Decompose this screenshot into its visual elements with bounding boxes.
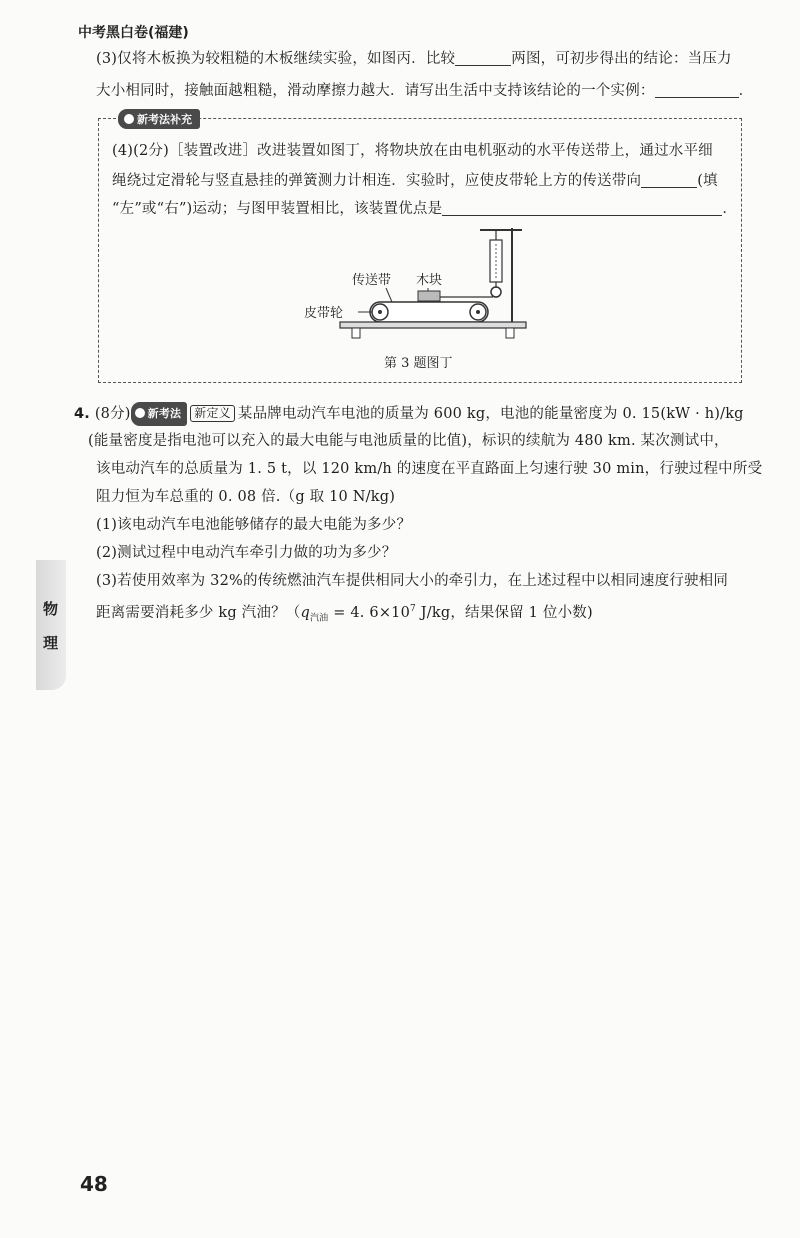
answer-blank-example[interactable]	[655, 81, 739, 98]
side-tab-char-2: 理	[43, 634, 59, 652]
subject-side-tab	[36, 560, 66, 690]
q4-part3-line1: (3)若使用效率为 32%的传统燃油汽车提供相同大小的牵引力，在上述过程中以相同速度行驶相同	[96, 573, 729, 589]
answer-blank-direction[interactable]	[641, 171, 697, 188]
axle-right	[476, 310, 480, 314]
heat-value-subscript: 汽油	[309, 613, 329, 624]
label-wheel: 皮带轮	[304, 306, 344, 321]
side-tab-char-1: 物	[43, 600, 59, 618]
running-header: 中考黑白卷(福建)	[78, 25, 189, 41]
axle-left	[378, 310, 382, 314]
pulley	[491, 287, 501, 297]
figure-caption: 第 3 题图丁	[384, 356, 453, 371]
bulb-icon	[124, 114, 134, 124]
q3-part3-line1	[96, 48, 732, 70]
q4-part1: (1)该电动汽车电池能够储存的最大电能为多少？	[96, 517, 412, 533]
q4-text: = 4. 6×10	[328, 604, 411, 621]
q3-text: 两图，可初步得出的结论：当压力	[511, 51, 732, 67]
leader-belt	[386, 288, 392, 302]
q4-line4: 阻力恒为车总重的 0. 08 倍.（g 取 10 N/kg)	[96, 489, 396, 505]
box-line1: (4)(2分)［装置改进］改进装置如图丁，将物块放在由电机驱动的水平传送带上，通过水平细	[112, 143, 713, 159]
q4-part3-line2	[96, 598, 593, 630]
q4-text: 距离需要消耗多少 kg 汽油？（	[96, 604, 301, 621]
label-block: 木块	[416, 273, 443, 288]
question-score: (8分)	[94, 406, 131, 422]
box-text: 绳绕过定滑轮与竖直悬挂的弹簧测力计相连．实验时，应使皮带轮上方的传送带向	[112, 173, 642, 189]
heat-value-symbol: q	[300, 604, 310, 621]
badge-label: 新考法补充	[137, 113, 192, 126]
answer-blank-compare[interactable]	[455, 49, 511, 66]
q4-text: 某品牌电动汽车电池的质量为 600 kg，电池的能量密度为 0. 15(kW · h)/kg	[237, 406, 744, 422]
box-text: (填	[697, 173, 718, 189]
base-leg-right	[506, 328, 514, 338]
exponent: 7	[410, 604, 416, 614]
base-leg-left	[352, 328, 360, 338]
label-belt: 传送带	[352, 273, 392, 288]
box-text: ．	[722, 201, 738, 217]
bulb-icon	[135, 408, 145, 418]
q4-part2: (2)测试过程中电动汽车牵引力做的功为多少？	[96, 545, 397, 561]
page-number: 48	[80, 1172, 108, 1196]
q4-text: J/kg，结果保留 1 位小数)	[415, 604, 593, 621]
answer-blank-advantage[interactable]	[442, 199, 722, 216]
q4-line3: 该电动汽车的总质量为 1. 5 t，以 120 km/h 的速度在平直路面上匀速行驶 30 min，行驶过程中所受	[96, 461, 763, 477]
q4-line2: (能量密度是指电池可以充入的最大电能与电池质量的比值)，标识的续航为 480 km. 某次测试中，	[88, 433, 729, 449]
q3-text: ．	[738, 83, 754, 99]
box-text: “左”或“右”)运动；与图甲装置相比，该装置优点是	[112, 201, 443, 217]
new-definition-tag: 新定义	[190, 405, 235, 422]
base-board	[340, 322, 526, 328]
new-method-badge-q4	[131, 402, 188, 426]
new-method-badge	[118, 109, 200, 129]
q3-text: 大小相同时，接触面越粗糙，滑动摩擦力越大．请写出生活中支持该结论的一个实例：	[96, 83, 655, 99]
q3-text: (3)仅将木板换为较粗糙的木板继续实验，如图丙．比较	[96, 51, 456, 67]
q3-part3-line2	[96, 80, 753, 102]
figure-conveyor-apparatus	[300, 222, 540, 352]
box-line3	[112, 198, 737, 220]
q4-line1	[74, 402, 744, 426]
question-number: 4.	[74, 406, 90, 422]
box-line2	[112, 170, 718, 192]
wood-block	[418, 291, 440, 301]
badge-label: 新考法	[147, 407, 182, 420]
